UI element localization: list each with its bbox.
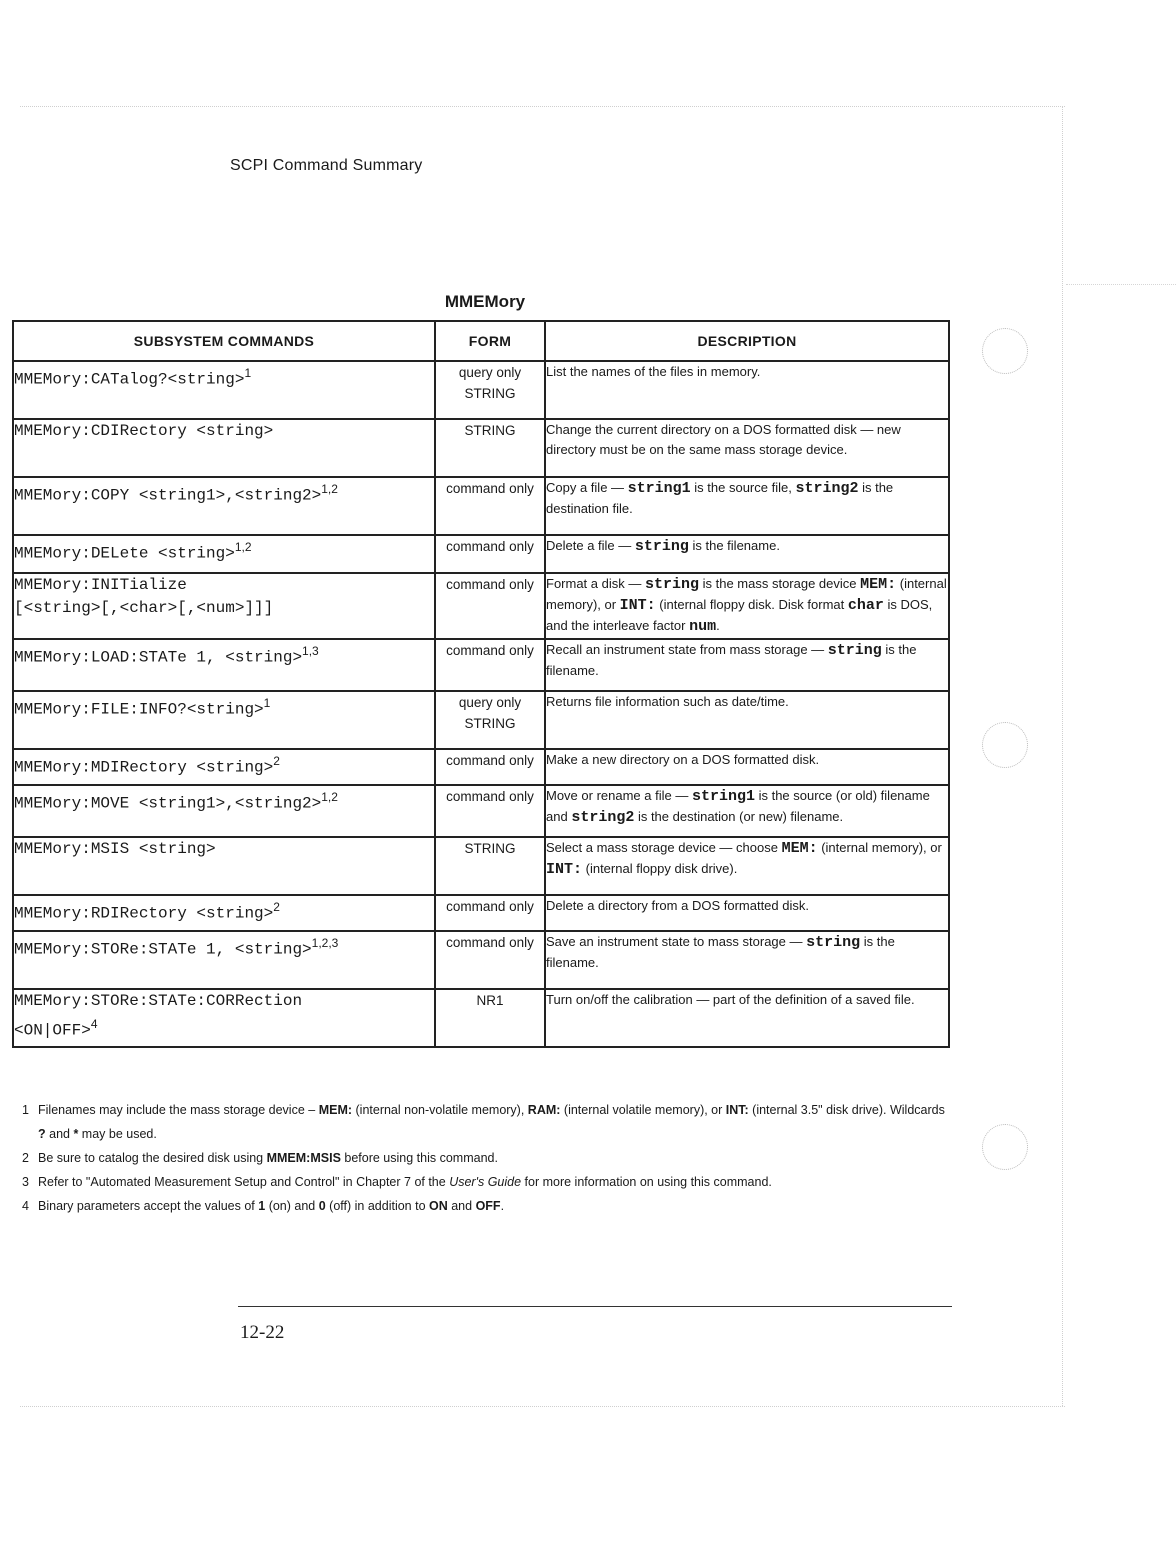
command-text: MMEMory:LOAD:STATe 1, <string> [14,648,303,667]
footnote [22,1170,952,1194]
table-row [13,691,949,749]
form-cell [435,361,545,419]
footnote-number: 2 [22,1151,29,1165]
description-text: (internal memory), or [546,576,947,612]
command-cell [13,361,435,419]
column-header-commands: SUBSYSTEM COMMANDS [13,321,435,361]
form-text: query only [458,695,522,710]
command-text: MMEMory:MDIRectory <string> [14,758,274,777]
form-cell [435,419,545,477]
form-cell [435,989,545,1047]
column-header-form: FORM [435,321,545,361]
footnote-bold: OFF [475,1199,501,1213]
punch-hole-bottom [982,1124,1028,1170]
description-code: string [806,934,861,951]
footnote-span: for more information on using this command. [521,1175,772,1189]
description-text: is the filename. [546,642,917,678]
footnote-ref: 4 [90,1017,98,1031]
command-text: MMEMory:STORe:STATe:CORRection [14,992,303,1010]
footnote-text [38,1194,504,1218]
description-text: Move or rename a file — [546,788,692,803]
table-title: MMEMory [444,292,526,311]
description-cell [545,785,949,837]
description-text: Change the current directory on a DOS formatted disk — new directory must be on the same mass storage device. [546,422,901,457]
description-text: is the filename. [688,538,780,553]
description-code: string2 [795,480,859,497]
description-code: char [847,597,884,614]
form-cell [435,837,545,895]
command-text: MMEMory:FILE:INFO?<string> [14,700,264,719]
command-text: MMEMory:CATalog?<string> [14,370,245,389]
footnote-bold: RAM: [527,1103,561,1117]
form-cell [435,535,545,573]
description-text: is the source file, [690,480,796,495]
table-row [13,573,949,639]
footnote-ref: 1 [244,366,252,380]
form-text-type: STRING [464,716,516,731]
form-text: command only [446,539,534,554]
command-text: MMEMory:RDIRectory <string> [14,904,274,923]
form-cell [435,749,545,785]
form-text: STRING [464,841,516,856]
description-text: is the source (or old) filename and [546,788,930,824]
table-body [13,361,949,1047]
footnote-bold: 1 [258,1199,266,1213]
form-cell [435,639,545,691]
table-row [13,361,949,419]
form-cell [435,931,545,989]
footnote-text [38,1170,772,1194]
form-text: query only [458,365,522,380]
table-row [13,639,949,691]
footnote-span: (internal volatile memory), or [560,1103,726,1117]
footnote-ref: 1,2 [321,790,338,804]
description-cell [545,573,949,639]
footnote [22,1194,952,1218]
footnote-bold: ? [38,1127,46,1141]
column-header-description: DESCRIPTION [545,321,949,361]
description-text: Returns file information such as date/time. [546,694,789,709]
form-text: command only [446,643,534,658]
footnote-ref: 1,2 [321,482,338,496]
table-row [13,419,949,477]
footnote-span: may be used. [78,1127,157,1141]
footnote-ref: 1,2,3 [311,936,339,950]
command-text-continued: [<string>[,<char>[,<num>]]] [14,599,274,617]
description-text: (internal floppy disk. Disk format [655,597,848,612]
description-text: Turn on/off the calibration — part of the definition of a saved file. [546,992,915,1007]
description-text: is the mass storage device [698,576,861,591]
footnote-span: Be sure to catalog the desired disk using [38,1151,267,1165]
footnote-bold: * [73,1127,79,1141]
description-code: string2 [571,809,635,826]
scan-edge-right [1062,106,1063,1406]
description-code: string [644,576,699,593]
form-text: command only [446,753,534,768]
command-cell [13,639,435,691]
footnote-span: . [500,1199,505,1213]
footnote-number: 1 [22,1103,29,1117]
command-cell [13,691,435,749]
form-text: NR1 [476,993,504,1008]
description-text: Format a disk — [546,576,645,591]
command-cell [13,931,435,989]
description-text: (internal memory), or [817,840,942,855]
footnote [22,1146,952,1170]
description-code: string1 [691,788,755,805]
footnote-bold: ON [429,1199,448,1213]
description-text: Delete a directory from a DOS formatted disk. [546,898,809,913]
description-code: MEM: [860,576,897,593]
command-cell [13,989,435,1047]
description-text: Recall an instrument state from mass storage — [546,642,828,657]
footnote-span: Filenames may include the mass storage device – [38,1103,319,1117]
footnote-span: Refer to "Automated Measurement Setup and Control" in Chapter 7 of the [38,1175,450,1189]
description-text: is the destination file. [546,480,894,516]
scan-edge-tick [1066,284,1176,285]
command-cell [13,535,435,573]
description-cell [545,895,949,931]
footnote-span: and [447,1199,476,1213]
command-cell [13,749,435,785]
command-text: MMEMory:MSIS <string> [14,840,216,858]
description-cell [545,749,949,785]
footnote-span: and [45,1127,74,1141]
command-cell [13,785,435,837]
description-code: string [827,642,882,659]
table-row [13,749,949,785]
footnote-span: (off) in addition to [325,1199,429,1213]
punch-hole-middle [982,722,1028,768]
footnote-span: (internal 3.5" disk drive). Wildcards [748,1103,945,1117]
footnotes [22,1098,952,1218]
description-text: List the names of the files in memory. [546,364,761,379]
form-cell [435,477,545,535]
page-number: 12-22 [240,1322,285,1343]
description-code: MEM: [781,840,818,857]
form-text: command only [446,899,534,914]
table-row [13,477,949,535]
description-text: Save an instrument state to mass storage — [546,934,807,949]
description-code: string1 [627,480,691,497]
footnote-span: before using this command. [340,1151,498,1165]
footnote-ref: 1,2 [234,540,252,554]
form-cell [435,895,545,931]
command-text: MMEMory:STORe:STATe 1, <string> [14,940,312,959]
description-code: string [634,538,689,555]
form-text-type: STRING [464,386,516,401]
form-cell [435,573,545,639]
footnote-italic: User's Guide [449,1175,522,1189]
description-code: num [689,618,717,635]
table-row [13,989,949,1047]
description-cell [545,419,949,477]
command-table [12,320,950,1048]
footnote-bold: MEM: [318,1103,353,1117]
command-cell [13,419,435,477]
command-text: MMEMory:DELete <string> [14,544,235,563]
form-text: command only [446,789,534,804]
description-text: Copy a file — [546,480,628,495]
command-cell [13,837,435,895]
description-text: is the destination (or new) filename. [634,809,844,824]
footnote [22,1098,952,1146]
description-text: . [716,618,720,633]
footnote-number: 4 [22,1199,29,1213]
description-cell [545,535,949,573]
table-row [13,837,949,895]
punch-hole-top [982,328,1028,374]
footnote-ref: 2 [273,900,280,914]
footnote-ref: 1,3 [302,644,319,658]
description-code: INT: [546,861,583,878]
command-text: MMEMory:INITialize [14,576,187,594]
running-header: SCPI Command Summary [230,157,423,174]
description-text: Delete a file — [546,538,635,553]
description-code: INT: [619,597,656,614]
command-text-continued: <ON|OFF> [14,1021,91,1040]
table-row [13,535,949,573]
footnote-number: 3 [22,1175,29,1189]
description-cell [545,837,949,895]
footnote-ref: 1 [263,696,271,710]
footnote-ref: 2 [273,754,280,768]
description-cell [545,361,949,419]
description-text: (internal floppy disk drive). [582,861,738,876]
description-text: is the filename. [546,934,895,970]
footnote-bold: INT: [725,1103,749,1117]
description-cell [545,931,949,989]
form-cell [435,691,545,749]
scan-edge-bottom [20,1406,1065,1407]
form-text: command only [446,577,534,592]
form-text: command only [446,481,534,496]
description-text: is DOS, and the interleave factor [546,597,933,633]
description-text: Select a mass storage device — choose [546,840,782,855]
form-text: command only [446,935,534,950]
footnote-span: Binary parameters accept the values of [38,1199,259,1213]
table-row [13,785,949,837]
footnote-bold: MMEM:MSIS [266,1151,341,1165]
table-row [13,931,949,989]
command-cell [13,573,435,639]
footnote-bold: 0 [318,1199,326,1213]
command-text: MMEMory:MOVE <string1>,<string2> [14,794,322,813]
description-text: Make a new directory on a DOS formatted disk. [546,752,820,767]
footer-rule [238,1306,952,1307]
scan-edge-top [20,106,1065,107]
description-cell [545,477,949,535]
footnote-text [38,1146,498,1170]
footnote-span: (on) and [265,1199,319,1213]
description-cell [545,639,949,691]
footnote-text [38,1098,952,1146]
description-cell [545,989,949,1047]
command-text: MMEMory:CDIRectory <string> [14,422,274,440]
command-cell [13,477,435,535]
description-cell [545,691,949,749]
footnote-span: (internal non-volatile memory), [352,1103,528,1117]
table-row [13,895,949,931]
command-cell [13,895,435,931]
table-header-row [13,321,949,361]
command-text: MMEMory:COPY <string1>,<string2> [14,486,322,505]
form-cell [435,785,545,837]
form-text: STRING [464,423,516,438]
